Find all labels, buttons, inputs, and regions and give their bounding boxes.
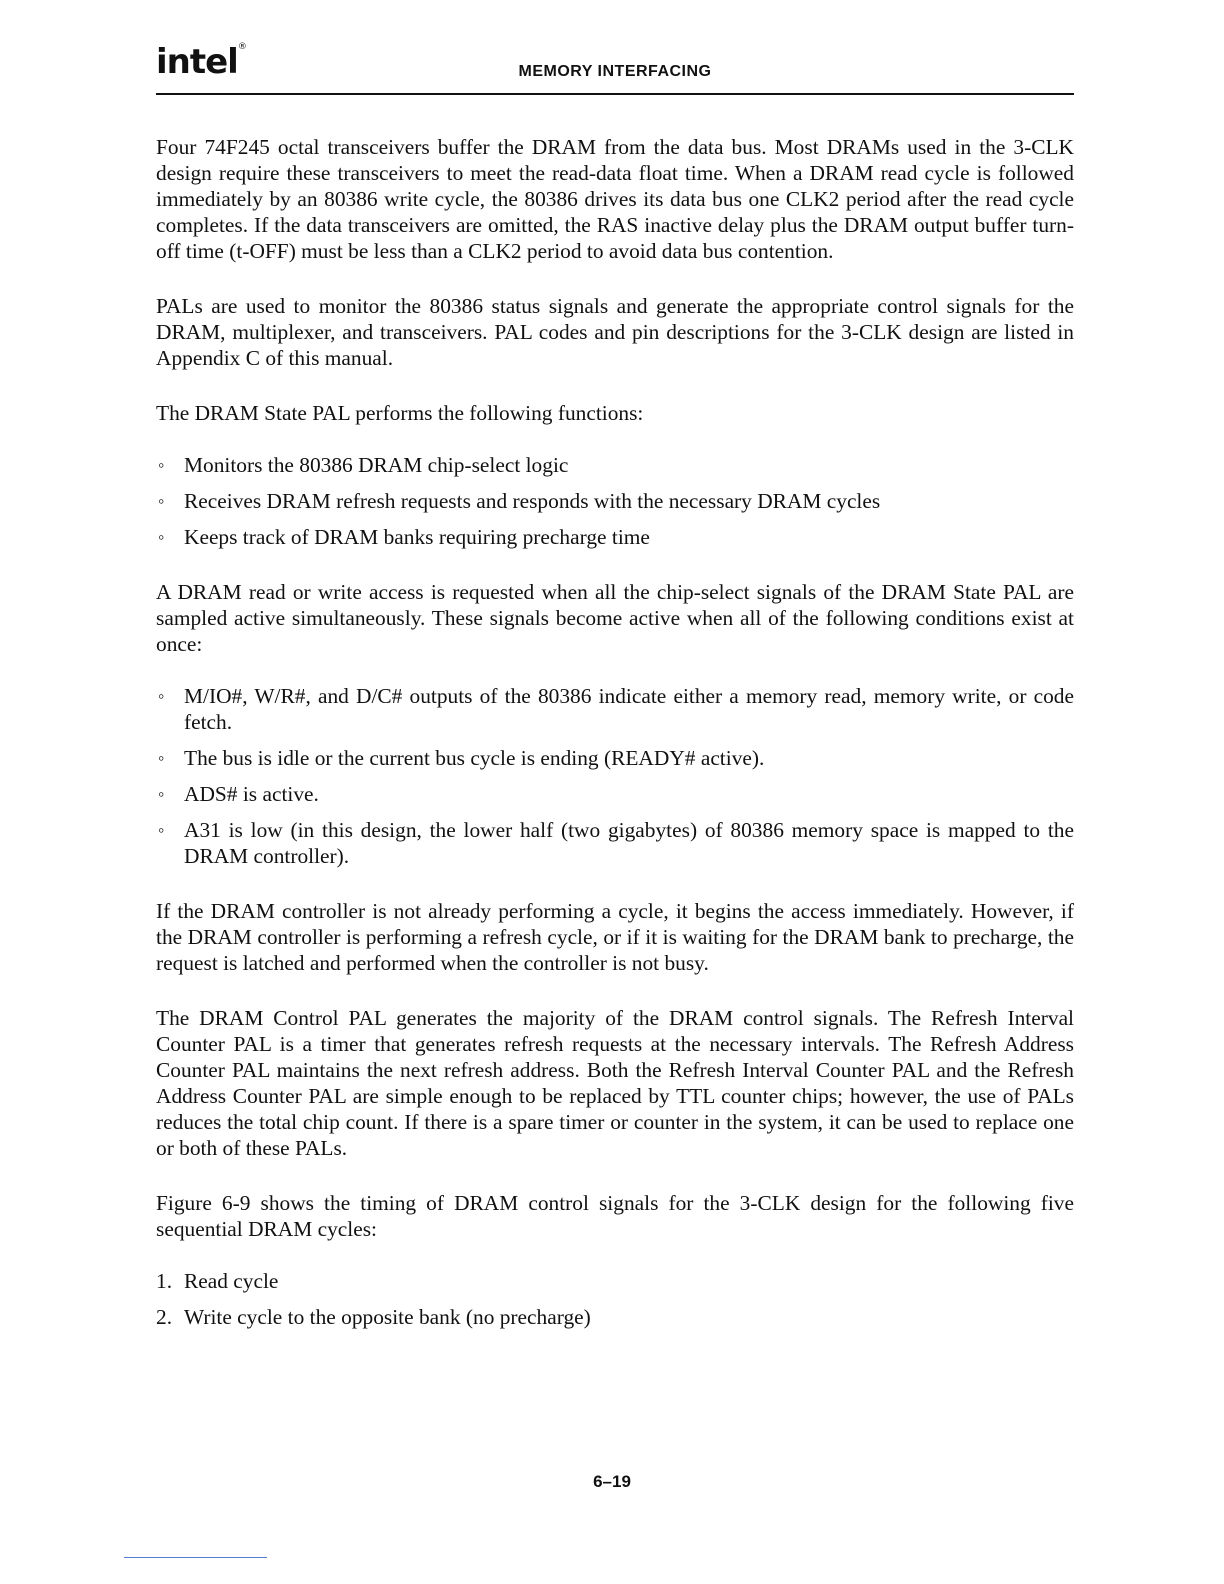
paragraph-control-pal: The DRAM Control PAL generates the majority of the DRAM control signals. The Refresh Interval Counter PAL is a timer that generates refresh requests at the necessary intervals. The Refresh Address Counter PAL maintains the next refresh address. Both the Refresh Interval Counter PAL and the Refresh Address Counter PAL are simple enough to be replaced by TTL counter chips; however, the use of PALs reduces the total chip count. If there is a spare timer or counter in the system, it can be used to replace one or both of these PALs. xyxy=(156,1006,1074,1160)
page-number: 6–19 xyxy=(593,1472,631,1491)
paragraph-state-pal-intro: The DRAM State PAL performs the following functions: xyxy=(156,401,644,425)
page-header xyxy=(156,38,1074,94)
header-title: MEMORY INTERFACING xyxy=(518,63,712,80)
paragraph-transceivers: Four 74F245 octal transceivers buffer the DRAM from the data bus. Most DRAMs used in the 3-CLK design require these transceivers to meet the read-data float time. When a DRAM read cycle is followed immediately by an 80386 write cycle, the 80386 drives its data bus one CLK2 period after the read cycle completes. If the data transceivers are omitted, the RAS inactive delay plus the DRAM output buffer turn-off time (t-OFF) must be less than a CLK2 period to avoid data bus contention. xyxy=(156,135,1074,263)
list-item xyxy=(156,1304,1074,1330)
list-item xyxy=(156,1268,1074,1294)
paragraph-figure-ref: Figure 6-9 shows the timing of DRAM control signals for the 3-CLK design for the following five sequential DRAM cycles: xyxy=(156,1191,1074,1241)
paragraph-pals: PALs are used to monitor the 80386 status signals and generate the appropriate control signals for the DRAM, multiplexer, and transceivers. PAL codes and pin descriptions for the 3-CLK design are listed in Appendix C of this manual. xyxy=(156,294,1074,370)
list-text: Read cycle xyxy=(184,1269,279,1293)
header-rule xyxy=(156,93,1074,95)
paragraph-controller-busy: If the DRAM controller is not already performing a cycle, it begins the access immediately. However, if the DRAM controller is performing a refresh cycle, or if it is waiting for the DRAM bank to precharge, the request is latched and performed when the controller is not busy. xyxy=(156,899,1074,975)
list-item: ◦ Monitors the 80386 DRAM chip-select logic xyxy=(156,452,1074,478)
scan-artifact-line xyxy=(124,1557,267,1558)
list-number: 2. xyxy=(156,1305,173,1329)
list-number: 1. xyxy=(156,1269,173,1293)
intel-logo: intel® xyxy=(156,42,246,82)
paragraph-access-request: A DRAM read or write access is requested when all the chip-select signals of the DRAM State PAL are sampled active simultaneously. These signals become active when all of the following conditions exist at once: xyxy=(156,580,1074,656)
list-text: Write cycle to the opposite bank (no precharge) xyxy=(184,1305,591,1329)
list-item: ◦ Keeps track of DRAM banks requiring precharge time xyxy=(156,524,1074,550)
conditions-list xyxy=(156,683,1074,869)
intel-logo-text: intel xyxy=(156,42,238,82)
list-item: ◦ A31 is low (in this design, the lower half (two gigabytes) of 80386 memory space is mapped to the DRAM controller). xyxy=(156,817,1074,869)
cycles-list xyxy=(156,1268,1074,1330)
functions-list xyxy=(156,452,1074,550)
page-content xyxy=(156,134,1074,1359)
list-item: ◦ M/IO#, W/R#, and D/C# outputs of the 80386 indicate either a memory read, memory write, or code fetch. xyxy=(156,683,1074,735)
list-item: ◦ Receives DRAM refresh requests and responds with the necessary DRAM cycles xyxy=(156,488,1074,514)
list-item: ◦ ADS# is active. xyxy=(156,781,1074,807)
list-item: ◦ The bus is idle or the current bus cycle is ending (READY# active). xyxy=(156,745,1074,771)
